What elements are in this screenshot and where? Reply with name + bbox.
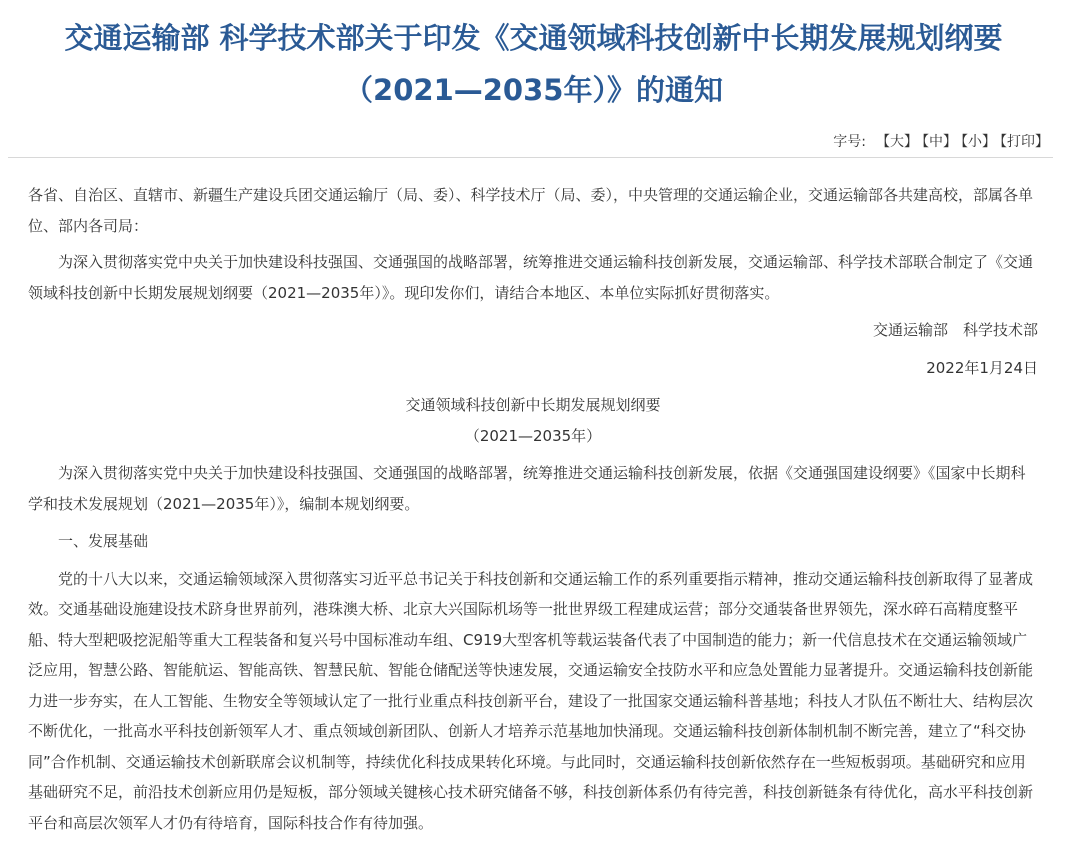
section-1-paragraph: 党的十八大以来，交通运输领域深入贯彻落实习近平总书记关于科技创新和交通运输工作的系列重要指示精神，推动交通运输科技创新取得了显著成效。交通基础设施建设技术跻身世界前列，港珠澳大桥、北京大兴国际机场等一批世界级工程建成运营；部分交通装备世界领先，深水碎石高精度整平船、特大型耙吸挖泥船等重大工程装备和复兴号中国标准动车组、C919大型客机等载运装备代表了中国制造的能力；新一代信息技术在交通运输领域广泛应用，智慧公路、智能航运、智能高铁、智慧民航、智能仓储配送等快速发展，交通运输安全技防水平和应急处置能力显著提升。交通运输科技创新能力进一步夯实，在人工智能、生物安全等领域认定了一批行业重点科技创新平台，建设了一批国家交通运输科普基地；科技人才队伍不断壮大、结构层次不断优化，一批高水平科技创新领军人才、重点领域创新团队、创新人才培养示范基地加快涌现。交通运输科技创新体制机制不断完善，建立了“科交协同”合作机制、交通运输技术创新联席会议机制等，持续优化科技成果转化环境。与此同时，交通运输科技创新依然存在一些短板弱项。基础研究和应用基础研究不足，前沿技术创新应用仍是短板，部分领域关键核心技术研究储备不够，科技创新体系仍有待完善，科技创新链条有待优化，高水平科技创新平台和高层次领军人才仍有待培育，国际科技合作有待加强。 xyxy=(28,569,1034,832)
article-body xyxy=(28,180,1038,838)
document-subtitle: （2021—2035年） xyxy=(464,426,602,445)
salutation: 各省、自治区、直辖市、新疆生产建设兵团交通运输厅（局、委）、科学技术厅（局、委），中央管理的交通运输企业，交通运输部各共建高校，部属各单位、部内各司局： xyxy=(28,186,1034,235)
font-size-large-button[interactable]: 【大】 xyxy=(876,134,918,150)
article-title-line1: 交通运输部 科学技术部关于印发《交通领域科技创新中长期发展规划纲要 xyxy=(64,21,1003,55)
font-size-toolbar xyxy=(833,131,1049,153)
header-divider xyxy=(8,157,1053,158)
document-title: 交通领域科技创新中长期发展规划纲要 xyxy=(405,396,661,414)
font-size-label: 字号: xyxy=(833,134,866,150)
article-title xyxy=(10,12,1057,116)
font-size-small-button[interactable]: 【小】 xyxy=(961,134,996,150)
issue-date: 2022年1月24日 xyxy=(926,358,1038,377)
intro-paragraph: 为深入贯彻落实党中央关于加快建设科技强国、交通强国的战略部署，统筹推进交通运输科技创新发展，依据《交通强国建设纲要》《国家中长期科学和技术发展规划（2021—2035年）》，编制本规划纲要。 xyxy=(28,464,1026,513)
font-size-medium-button[interactable]: 【中】 xyxy=(922,134,957,150)
print-button[interactable]: 【打印】 xyxy=(1000,134,1049,150)
section-heading-1: 一、发展基础 xyxy=(58,532,149,550)
article-title-line2: （2021—2035年）》的通知 xyxy=(344,73,723,107)
notice-paragraph: 为深入贯彻落实党中央关于加快建设科技强国、交通强国的战略部署，统筹推进交通运输科技创新发展，交通运输部、科学技术部联合制定了《交通领域科技创新中长期发展规划纲要（2021—2035年）》。现印发你们，请结合本地区、本单位实际抓好贯彻落实。 xyxy=(28,253,1034,302)
issuer: 交通运输部 科学技术部 xyxy=(872,321,1038,339)
